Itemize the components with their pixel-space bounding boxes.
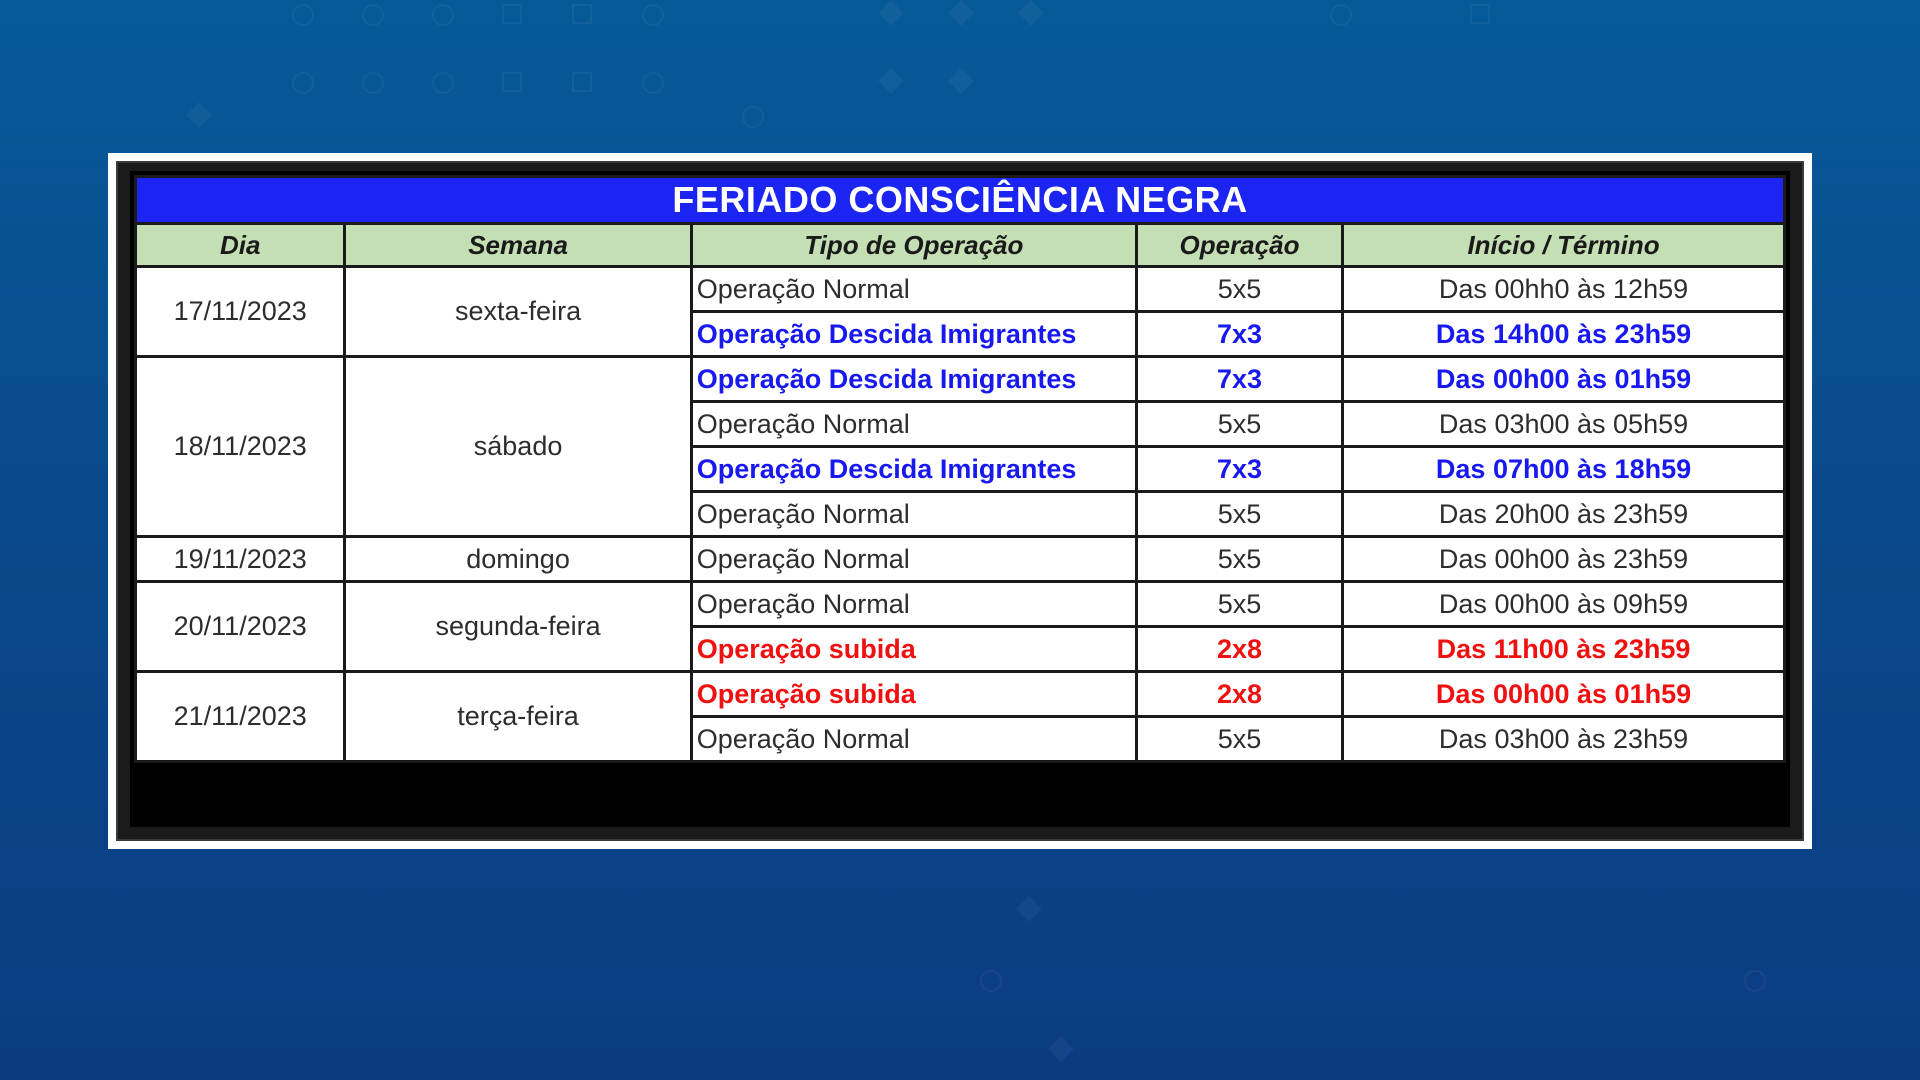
cell-operacao: 7x3 (1136, 357, 1342, 402)
cell-operacao: 5x5 (1136, 537, 1342, 582)
cell-operacao: 7x3 (1136, 312, 1342, 357)
cell-operacao: 2x8 (1136, 627, 1342, 672)
cell-semana: terça-feira (345, 672, 691, 762)
cell-horario: Das 11h00 às 23h59 (1343, 627, 1785, 672)
cell-operacao: 5x5 (1136, 717, 1342, 762)
cell-semana: domingo (345, 537, 691, 582)
header-semana: Semana (345, 224, 691, 267)
cell-tipo: Operação Descida Imigrantes (691, 312, 1136, 357)
cell-horario: Das 00hh0 às 12h59 (1343, 267, 1785, 312)
cell-semana: sábado (345, 357, 691, 537)
cell-dia: 18/11/2023 (136, 357, 345, 537)
table-title: FERIADO CONSCIÊNCIA NEGRA (136, 177, 1785, 224)
table-inner (130, 171, 1790, 827)
cell-tipo: Operação Normal (691, 582, 1136, 627)
header-inicio-termino: Início / Término (1343, 224, 1785, 267)
table-row (136, 357, 1785, 402)
cell-operacao: 7x3 (1136, 447, 1342, 492)
schedule-panel (108, 153, 1812, 849)
cell-dia: 17/11/2023 (136, 267, 345, 357)
cell-horario: Das 14h00 às 23h59 (1343, 312, 1785, 357)
cell-horario: Das 03h00 às 23h59 (1343, 717, 1785, 762)
cell-tipo: Operação Descida Imigrantes (691, 447, 1136, 492)
table-row (136, 267, 1785, 312)
cell-tipo: Operação Normal (691, 717, 1136, 762)
table-row (136, 672, 1785, 717)
cell-horario: Das 03h00 às 05h59 (1343, 402, 1785, 447)
cell-tipo: Operação Descida Imigrantes (691, 357, 1136, 402)
cell-horario: Das 07h00 às 18h59 (1343, 447, 1785, 492)
cell-operacao: 5x5 (1136, 267, 1342, 312)
cell-tipo: Operação subida (691, 672, 1136, 717)
table-row (136, 537, 1785, 582)
cell-operacao: 5x5 (1136, 402, 1342, 447)
cell-tipo: Operação Normal (691, 267, 1136, 312)
cell-tipo: Operação Normal (691, 537, 1136, 582)
cell-horario: Das 00h00 às 01h59 (1343, 357, 1785, 402)
header-tipo-operacao: Tipo de Operação (691, 224, 1136, 267)
cell-horario: Das 00h00 às 09h59 (1343, 582, 1785, 627)
cell-dia: 20/11/2023 (136, 582, 345, 672)
cell-horario: Das 00h00 às 01h59 (1343, 672, 1785, 717)
cell-dia: 19/11/2023 (136, 537, 345, 582)
cell-tipo: Operação subida (691, 627, 1136, 672)
table-row (136, 582, 1785, 627)
cell-operacao: 2x8 (1136, 672, 1342, 717)
cell-semana: segunda-feira (345, 582, 691, 672)
cell-tipo: Operação Normal (691, 492, 1136, 537)
cell-dia: 21/11/2023 (136, 672, 345, 762)
table-frame (116, 161, 1804, 841)
cell-operacao: 5x5 (1136, 582, 1342, 627)
header-dia: Dia (136, 224, 345, 267)
cell-operacao: 5x5 (1136, 492, 1342, 537)
cell-semana: sexta-feira (345, 267, 691, 357)
header-operacao: Operação (1136, 224, 1342, 267)
holiday-operation-table (134, 175, 1786, 763)
cell-horario: Das 20h00 às 23h59 (1343, 492, 1785, 537)
cell-horario: Das 00h00 às 23h59 (1343, 537, 1785, 582)
cell-tipo: Operação Normal (691, 402, 1136, 447)
